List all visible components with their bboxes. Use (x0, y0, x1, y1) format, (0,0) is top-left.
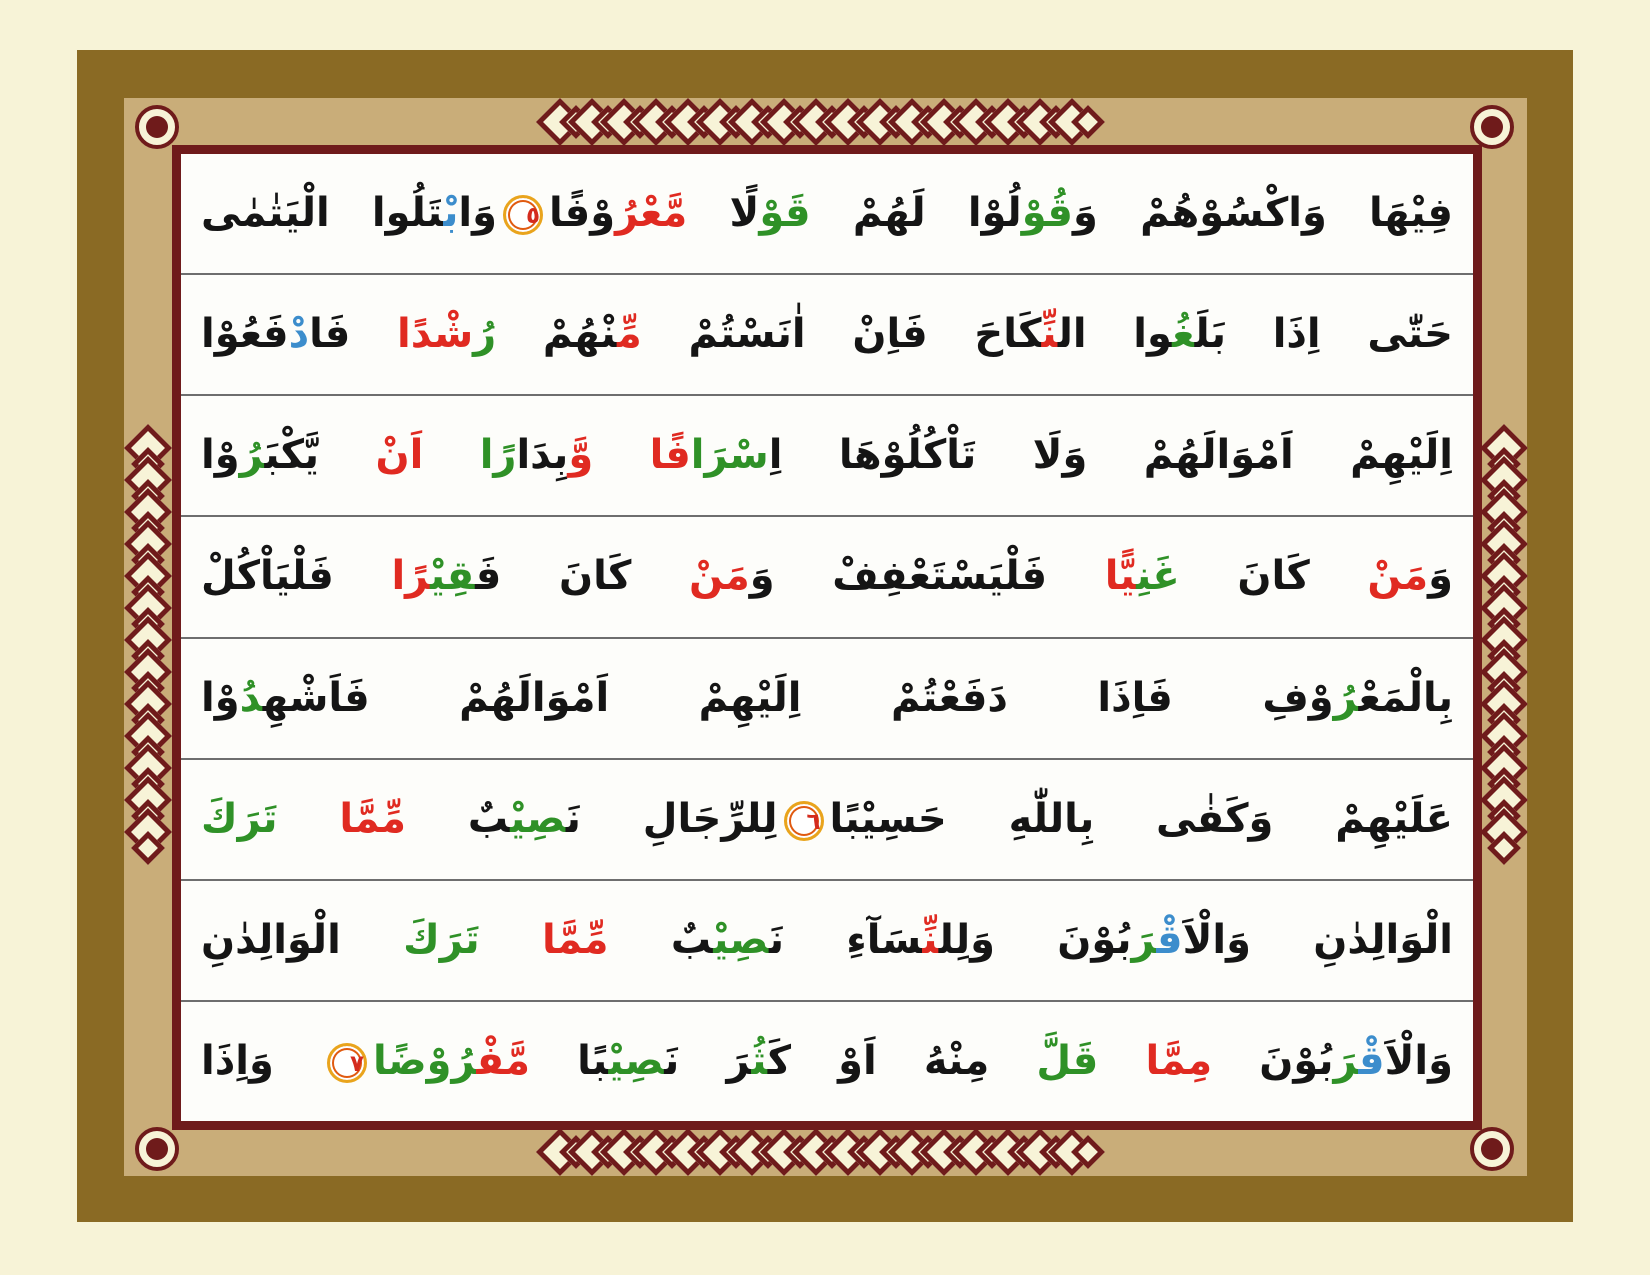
corner-medallion-top-right (1470, 105, 1514, 149)
corner-medallion-top-left (135, 105, 179, 149)
tajweed-text-segment: مِّ (617, 311, 642, 358)
tajweed-text-segment: وْفًا (548, 190, 616, 236)
tajweed-text-segment: قَلَّ (1036, 1037, 1146, 1084)
tajweed-text-segment: كَانَ (1179, 553, 1368, 600)
tajweed-text-segment: تَرَكَ (403, 916, 542, 963)
quran-text-line-4 (181, 517, 1473, 638)
tajweed-text-segment: بٌ (608, 916, 714, 963)
tajweed-text-segment: بٌ (406, 795, 511, 842)
tajweed-text-segment: بُوْنَ (1212, 1037, 1334, 1084)
tajweed-text-segment: غُ (1172, 311, 1195, 358)
tajweed-text-segment: نْهُمْ (496, 311, 618, 358)
tajweed-text-segment: صِيْ (713, 916, 769, 963)
quran-text-line-5 (181, 639, 1473, 760)
tajweed-text-segment: قْ (1156, 916, 1183, 963)
medallion-dot (146, 1138, 168, 1160)
tajweed-text-segment: وْفِ فَاِذَا دَفَعْتُمْ اِلَيْهِمْ اَمْوَالَهُمْ فَاَشْهِ (262, 674, 1334, 721)
quran-text-line-8 (181, 1002, 1473, 1121)
tajweed-text-segment: بِدَا (516, 432, 569, 479)
tajweed-text-segment: نِّ (922, 916, 939, 963)
tajweed-text-segment: بُوْنَ وَلِل (938, 916, 1132, 963)
tajweed-text-segment: دْ (288, 311, 310, 358)
tajweed-text-segment: وَاِذَا (201, 1037, 321, 1084)
diamond-border-left (120, 170, 176, 1122)
quran-text-line-3 (181, 396, 1473, 517)
tajweed-text-segment: رُ (473, 311, 497, 358)
tajweed-text-segment: لِلرِّجَالِ نَ (565, 795, 778, 842)
tajweed-text-segment: بْ (443, 190, 459, 236)
tajweed-text-segment: صِيْ (510, 795, 566, 842)
tajweed-text-segment: شْدًا (397, 311, 474, 358)
tajweed-text-segment: مِّمَّا (541, 916, 609, 963)
corner-medallion-bottom-left (135, 1127, 179, 1171)
tajweed-text-segment: يًّا (1104, 553, 1137, 600)
diamond-border-right (1476, 170, 1532, 1122)
tajweed-text-segment: وا ال (1057, 311, 1173, 358)
tajweed-text-segment: رَ (1131, 916, 1157, 963)
tajweed-text-segment: رَ نَ (664, 1037, 752, 1084)
tajweed-text-segment: حَتّٰى اِذَا بَلَ (1194, 311, 1453, 358)
tajweed-text-segment: رُ (239, 432, 265, 479)
tajweed-text-segment: يَّكْبَ (264, 432, 376, 479)
tajweed-text-segment: قِيْ (430, 553, 476, 600)
tajweed-text-segment: وَا (458, 190, 497, 236)
tajweed-text-segment: عَلَيْهِمْ وَكَفٰى بِاللّٰهِ حَسِيْبًا (829, 795, 1453, 842)
quran-text-line-1 (181, 154, 1473, 275)
quran-text-line-7 (181, 881, 1473, 1002)
medallion-dot (146, 116, 168, 138)
tajweed-text-segment: وَ (1428, 553, 1453, 600)
tajweed-text-segment: فَلْيَسْتَعْفِفْ وَ (749, 553, 1105, 600)
diamond-border-bottom (178, 1124, 1466, 1180)
tajweed-text-segment: كَاحَ فَاِنْ اٰنَسْتُمْ (641, 311, 1042, 358)
tajweed-text-segment: دُ (239, 674, 263, 721)
medallion-dot (1481, 1138, 1503, 1160)
tajweed-text-segment: سَآءِ نَ (768, 916, 923, 963)
tajweed-text-segment: وْا (201, 674, 240, 721)
tajweed-text-segment: مَنْ (1367, 553, 1429, 600)
diamond-border-top (178, 94, 1466, 150)
tajweed-text-segment: تَلُوا الْيَتٰمٰى (201, 190, 444, 236)
verse-number-marker: ٧ (327, 1043, 367, 1083)
tajweed-text-segment: مَّعْرُ (615, 190, 688, 236)
tajweed-text-segment: فِيْهَا وَاكْسُوْهُمْ وَ (1072, 190, 1453, 236)
tajweed-text-segment: رًا (479, 432, 517, 479)
verse-number-marker: ٦ (784, 801, 824, 841)
tajweed-text-segment (423, 432, 479, 478)
medallion-dot (1481, 116, 1503, 138)
tajweed-text-segment: الْوَالِدٰنِ (201, 916, 404, 963)
tajweed-text-segment: غَنِ (1136, 553, 1180, 600)
tajweed-text-segment: اَنْ (375, 432, 424, 479)
tajweed-text-segment: صِيْ (608, 1037, 665, 1084)
tajweed-text-segment: رُ (1333, 674, 1359, 721)
tajweed-text-segment: فَا (309, 311, 398, 358)
tajweed-text-segment: رَ (1333, 1037, 1359, 1084)
tajweed-text-segment: ثُ (751, 1037, 768, 1084)
tajweed-text-segment: بِالْمَعْ (1358, 674, 1453, 721)
tajweed-text-segment: فًا وَّ (568, 432, 691, 479)
tajweed-text-segment: مِّمَّا (339, 795, 406, 842)
tajweed-text-segment: تَرَكَ (201, 795, 340, 842)
tajweed-text-segment: مَّفْ (476, 1037, 530, 1084)
tajweed-text-segment: رُوْضًا (373, 1037, 477, 1084)
tajweed-text-segment: قَوْ (759, 190, 811, 236)
tajweed-text-segment: نِّ (1041, 311, 1058, 358)
tajweed-text-segment: بًا (529, 1037, 609, 1084)
tajweed-text-segment: وَالْاَ (1384, 1037, 1453, 1084)
verse-number-marker: ٥ (503, 195, 543, 235)
tajweed-text-segment: لُوْا لَهُمْ (810, 190, 1022, 236)
quran-text-line-6 (181, 760, 1473, 881)
tajweed-text-segment: وْا (201, 432, 240, 479)
tajweed-text-segment: الْوَالِدٰنِ وَالْاَ (1182, 916, 1454, 963)
tajweed-text-segment: لًا (687, 190, 760, 236)
tajweed-text-segment: مَنْ (688, 553, 750, 600)
tajweed-text-segment: قُوْ (1021, 190, 1073, 236)
tajweed-text-segment: اِلَيْهِمْ اَمْوَالَهُمْ وَلَا تَاْكُلُوْهَا اِ (768, 432, 1453, 479)
tajweed-text-segment: كَانَ فَ (475, 553, 689, 600)
quran-text-line-2 (181, 275, 1473, 396)
tajweed-text-segment: سْرَا (690, 432, 769, 479)
tajweed-text-segment: مِمَّا (1145, 1037, 1213, 1084)
quran-text-area (181, 154, 1473, 1121)
tajweed-text-segment: رًا (391, 553, 431, 600)
tajweed-text-segment: قْ (1358, 1037, 1385, 1084)
tajweed-text-segment: فَلْيَاْكُلْ (201, 553, 392, 600)
tajweed-text-segment: فَعُوْا (201, 311, 289, 358)
corner-medallion-bottom-right (1470, 1127, 1514, 1171)
tajweed-text-segment: مِنْهُ اَوْ كَ (767, 1037, 1037, 1084)
